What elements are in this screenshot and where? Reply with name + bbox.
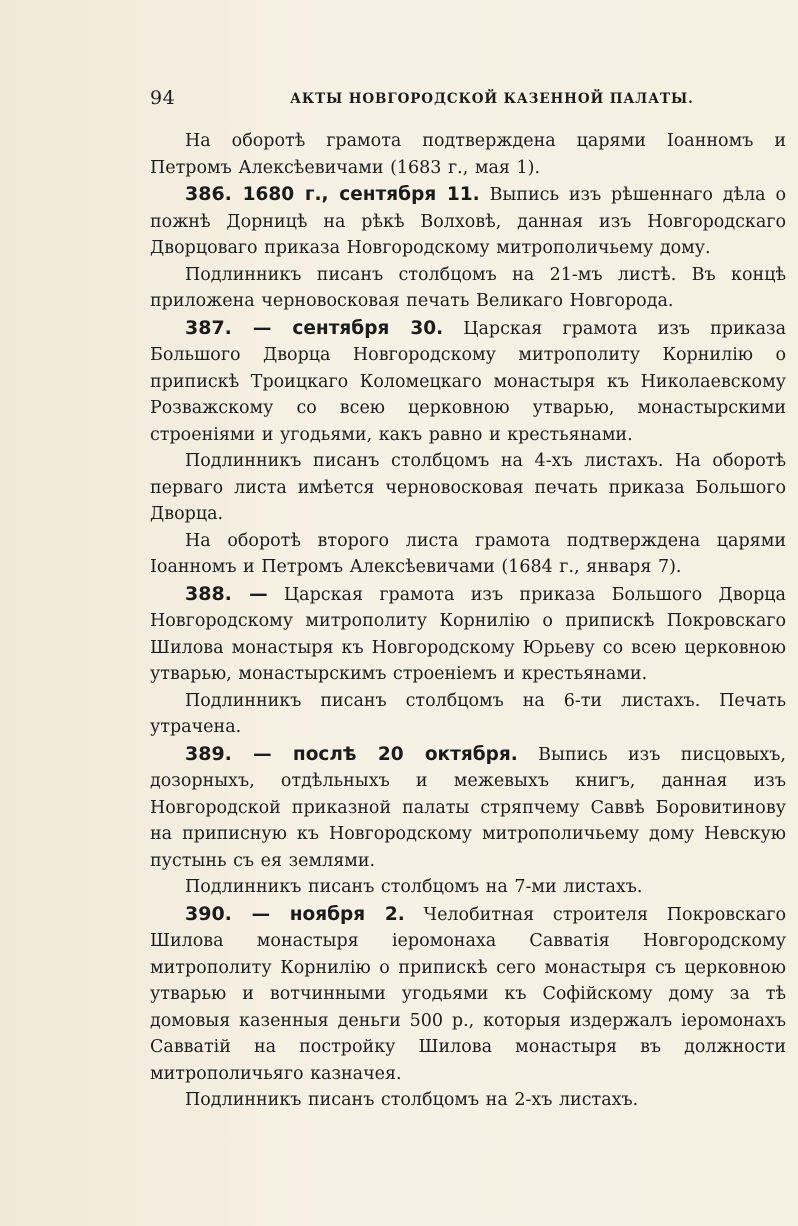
- page-number: 94: [150, 87, 176, 109]
- entry-number: 386.: [185, 183, 232, 205]
- entry-text: Царская грамота изъ приказа Большого Дворца Новгородскому митрополиту Корнилію о припискѣ Троицкаго Коломецкаго монастыря къ Николаевскому Розважскому со всею церковною утварью, монастырскими строеніями и угодьями, какъ равно и крестьянами.: [150, 318, 786, 445]
- entry-text: Челобитная строителя Покровскаго Шилова монастыря іеромонаха Савватія Новгородскому митрополиту Корнилію о припискѣ сего монастыря съ церковною утварью и вотчинными угодьями къ Софійскому дому за тѣ домовыя казенныя деньги 500 р., которыя издержалъ іеромонахъ Савватій на постройку Шилова монастыря въ должности митрополичьяго казначея.: [150, 904, 786, 1084]
- entry-text: Царская грамота изъ приказа Большого Дворца Новгородскому митрополиту Корнилію о припискѣ Покровскаго Шилова монастыря къ Новгородскому Юрьеву со всею церковною утварью, монастырскимъ строеніемъ и крестьянами.: [150, 584, 786, 684]
- entry-387: [150, 315, 786, 449]
- page-body: [150, 128, 786, 1114]
- paragraph-text: Подлинникъ писанъ столбцомъ на 6-ти листахъ. Печать утрачена.: [150, 690, 786, 737]
- paragraph: [150, 262, 786, 315]
- paragraph-text: На оборотѣ второго листа грамота подтверждена царями Іоанномъ и Петромъ Алексѣевичами (1684 г., января 7).: [150, 530, 786, 577]
- entry-date: 1680 г., сентября 11.: [231, 184, 480, 205]
- paragraph: [150, 528, 786, 581]
- paragraph-text: Подлинникъ писанъ столбцомъ на 21-мъ листѣ. Въ концѣ приложена черновосковая печать Великаго Новгорода.: [150, 264, 786, 311]
- entry-number: 389.: [185, 742, 232, 765]
- entry-text: Выпись изъ рѣшеннаго дѣла о пожнѣ Дорницѣ на рѣкѣ Волховѣ, данная изъ Новгородскаго Дворцоваго приказа Новгородскому митрополичьему дому.: [150, 185, 786, 258]
- entry-number: 387.: [185, 316, 232, 339]
- paragraph-text: На оборотѣ грамота подтверждена царями Іоанномъ и Петромъ Алексѣевичами (1683 г., мая 1).: [150, 131, 786, 178]
- entry-388: [150, 581, 786, 688]
- paragraph-text: Подлинникъ писанъ столбцомъ на 7-ми листахъ.: [185, 877, 643, 897]
- entry-date: — ноября 2.: [231, 903, 405, 925]
- page-header: [150, 87, 694, 113]
- paragraph: [150, 874, 786, 901]
- entry-number: 388.: [185, 582, 232, 605]
- entry-date: — сентября 30.: [231, 317, 444, 339]
- running-title: АКТЫ НОВГОРОДСКОЙ КАЗЕННОЙ ПАЛАТЫ.: [290, 91, 694, 107]
- paragraph: [150, 448, 786, 528]
- entry-389: [150, 741, 786, 875]
- entry-date: — послѣ 20 октября.: [231, 743, 518, 765]
- entry-390: [150, 901, 786, 1088]
- entry-number: 390.: [185, 902, 232, 925]
- entry-date: —: [231, 583, 268, 605]
- paragraph: [150, 128, 786, 181]
- paragraph-text: Подлинникъ писанъ столбцомъ на 4-хъ листахъ. На оборотѣ перваго листа имѣется черновосковая печать приказа Большого Дворца.: [150, 451, 786, 524]
- paragraph-text: Подлинникъ писанъ столбцомъ на 2-хъ листахъ.: [185, 1090, 639, 1110]
- paragraph: [150, 688, 786, 741]
- entry-text: Выпись изъ писцовыхъ, дозорныхъ, отдѣльныхъ и межевыхъ книгъ, данная изъ Новгородской приказной палаты стряпчему Саввѣ Боровитинову на приписную къ Новгородскому митрополичьему дому Невскую пустынь съ ея землями.: [150, 744, 786, 871]
- paragraph: [150, 1087, 786, 1114]
- entry-386: [150, 181, 786, 262]
